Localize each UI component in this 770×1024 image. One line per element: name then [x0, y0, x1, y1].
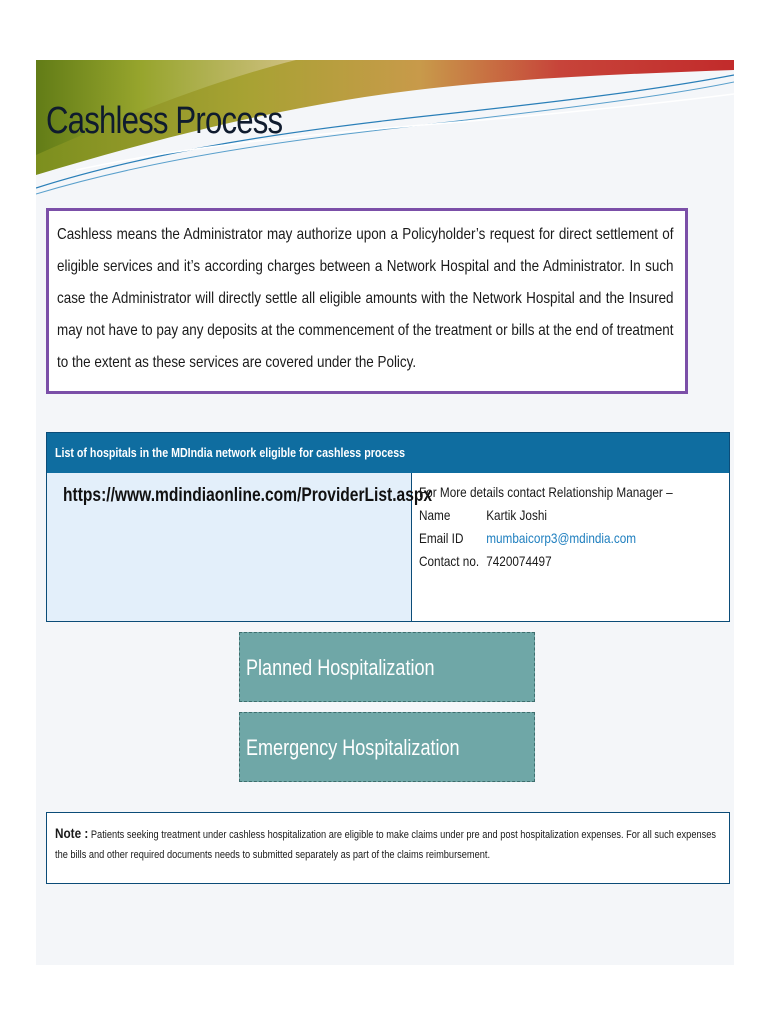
note-text: Patients seeking treatment under cashless hospitalization are eligible to make claims under pre and post hospitalization expenses. For all such expenses the bills and other required documents needs to submitted separately as part of the claims reimbursement.: [55, 829, 716, 861]
note-content: [55, 823, 721, 865]
contact-email-row: [419, 527, 673, 550]
emergency-hospitalization-button[interactable]: [239, 712, 535, 782]
contact-details: [419, 481, 721, 573]
page-title: Cashless Process: [46, 100, 283, 142]
network-table-header: [47, 433, 729, 473]
intro-box: [46, 208, 688, 394]
name-value: Kartik Joshi: [486, 507, 547, 523]
phone-label: Contact no.: [419, 553, 480, 569]
network-info-table: [46, 432, 730, 622]
name-label: Name: [419, 507, 451, 523]
planned-hospitalization-label: Planned Hospitalization: [246, 655, 435, 680]
contact-name-row: [419, 504, 673, 527]
note-label: Note :: [55, 825, 89, 841]
intro-text: Cashless means the Administrator may authorize upon a Policyholder’s request for direct settlement of eligible services and it’s according charges between a Network Hospital and the Administrator. In such case the Administrator will directly settle all eligible amounts with the Network Hospital and the Insured may not have to pay any deposits at the commencement of the treatment or bills at the end of treatment to the extent as these services are covered under the Policy.: [57, 226, 674, 371]
note-box: [46, 812, 730, 884]
contact-phone-row: [419, 550, 673, 573]
slide: [36, 60, 734, 965]
provider-list-cell: [47, 473, 433, 621]
phone-value: 7420074497: [486, 553, 552, 569]
planned-hospitalization-button[interactable]: [239, 632, 535, 702]
network-heading: List of hospitals in the MDIndia network eligible for cashless process: [55, 445, 406, 460]
email-label: Email ID: [419, 530, 464, 546]
emergency-hospitalization-label: Emergency Hospitalization: [246, 735, 460, 760]
contact-intro: For More details contact Relationship Manager –: [419, 484, 673, 500]
provider-list-link[interactable]: https://www.mdindiaonline.com/ProviderList.aspx: [63, 485, 433, 506]
email-link[interactable]: mumbaicorp3@mdindia.com: [486, 530, 637, 546]
